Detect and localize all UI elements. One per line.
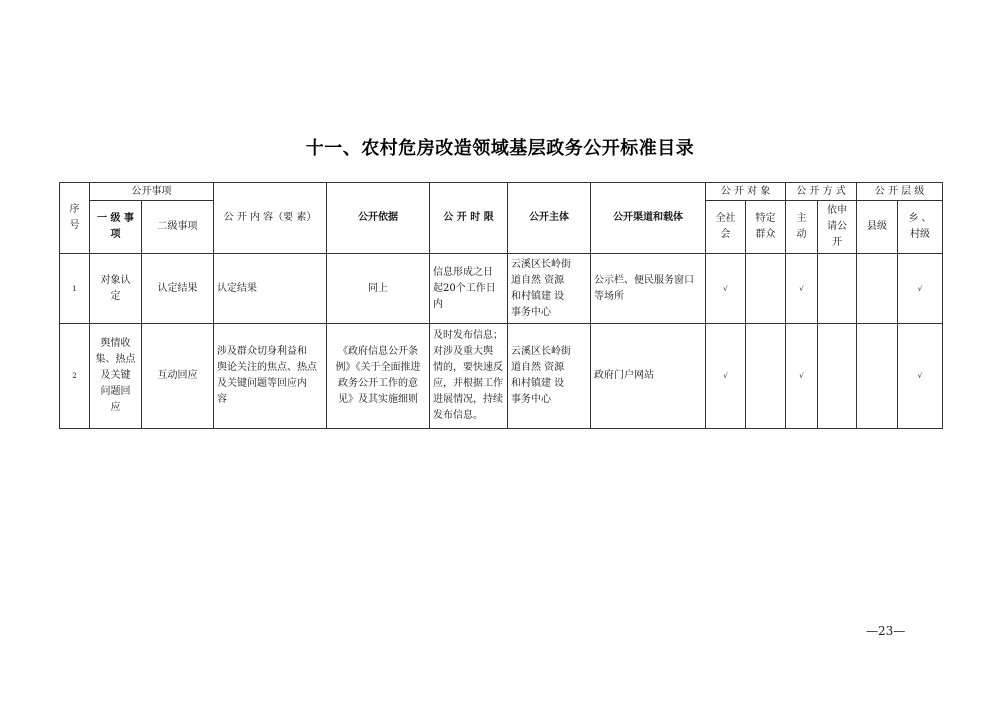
row-level-village: √	[898, 324, 943, 429]
header-items-group: 公开事项	[90, 183, 214, 201]
row-basis: 《政府信息公开条 例》《关于全面推进 政务公开工作的意 见》及其实施细则	[327, 324, 430, 429]
row-subject: 云溪区长岭街 道自然 资源 和村镇建 设 事务中心	[508, 254, 591, 324]
row-content: 涉及群众切身利益和 舆论关注的焦点、热点 及关键问题等回应内 容	[214, 324, 327, 429]
header-level-village: 乡 、 村级	[898, 201, 943, 254]
row-level2: 认定结果	[142, 254, 214, 324]
row-channel: 政府门户网站	[591, 324, 706, 429]
row-time-limit: 信息形成之日 起20个工作日 内	[430, 254, 508, 324]
header-level1: 一 级 事 项	[90, 201, 142, 254]
row-method-active: √	[786, 324, 818, 429]
row-method-active: √	[786, 254, 818, 324]
header-basis: 公开依据	[327, 183, 430, 254]
header-target-all: 全社 会	[706, 201, 746, 254]
row-target-specific	[746, 254, 786, 324]
row-channel: 公示栏、便民服务窗口 等场所	[591, 254, 706, 324]
header-channel: 公开渠道和载体	[591, 183, 706, 254]
header-level-county: 县级	[857, 201, 898, 254]
header-method-active: 主 动	[786, 201, 818, 254]
row-seq: 2	[60, 324, 90, 429]
row-target-all: √	[706, 324, 746, 429]
row-level1: 对象认 定	[90, 254, 142, 324]
header-method-apply: 依申 请公 开	[818, 201, 857, 254]
row-method-apply	[818, 324, 857, 429]
table-row	[60, 324, 943, 429]
catalog-table	[59, 182, 943, 429]
row-content: 认定结果	[214, 254, 327, 324]
header-row-1	[60, 183, 943, 201]
row-level-county	[857, 254, 898, 324]
row-level-county	[857, 324, 898, 429]
row-subject: 云溪区长岭街 道自然 资源 和村镇建 设 事务中心	[508, 324, 591, 429]
row-method-apply	[818, 254, 857, 324]
header-level-group: 公 开 层 级	[857, 183, 943, 201]
page-number: —23—	[866, 624, 906, 638]
page-title: 十一、农村危房改造领域基层政务公开标准目录	[305, 138, 695, 159]
row-level-village: √	[898, 254, 943, 324]
row-basis: 同上	[327, 254, 430, 324]
row-target-all: √	[706, 254, 746, 324]
row-time-limit: 及时发布信息； 对涉及重大舆 情的，要快速反 应，并根据工作 进展情况，持续 发布信息。	[430, 324, 508, 429]
header-method-group: 公 开 方 式	[786, 183, 857, 201]
header-subject: 公开主体	[508, 183, 591, 254]
header-target-specific: 特定 群众	[746, 201, 786, 254]
header-level2: 二级事项	[142, 201, 214, 254]
row-level2: 互动回应	[142, 324, 214, 429]
header-target-group: 公 开 对 象	[706, 183, 786, 201]
row-level1: 舆情收 集、热点 及关键 问题回 应	[90, 324, 142, 429]
row-target-specific	[746, 324, 786, 429]
row-seq: 1	[60, 254, 90, 324]
header-time-limit: 公 开 时 限	[430, 183, 508, 254]
table-row	[60, 254, 943, 324]
header-content: 公 开 内 容（要 素）	[214, 183, 327, 254]
header-seq: 序 号	[60, 183, 90, 254]
